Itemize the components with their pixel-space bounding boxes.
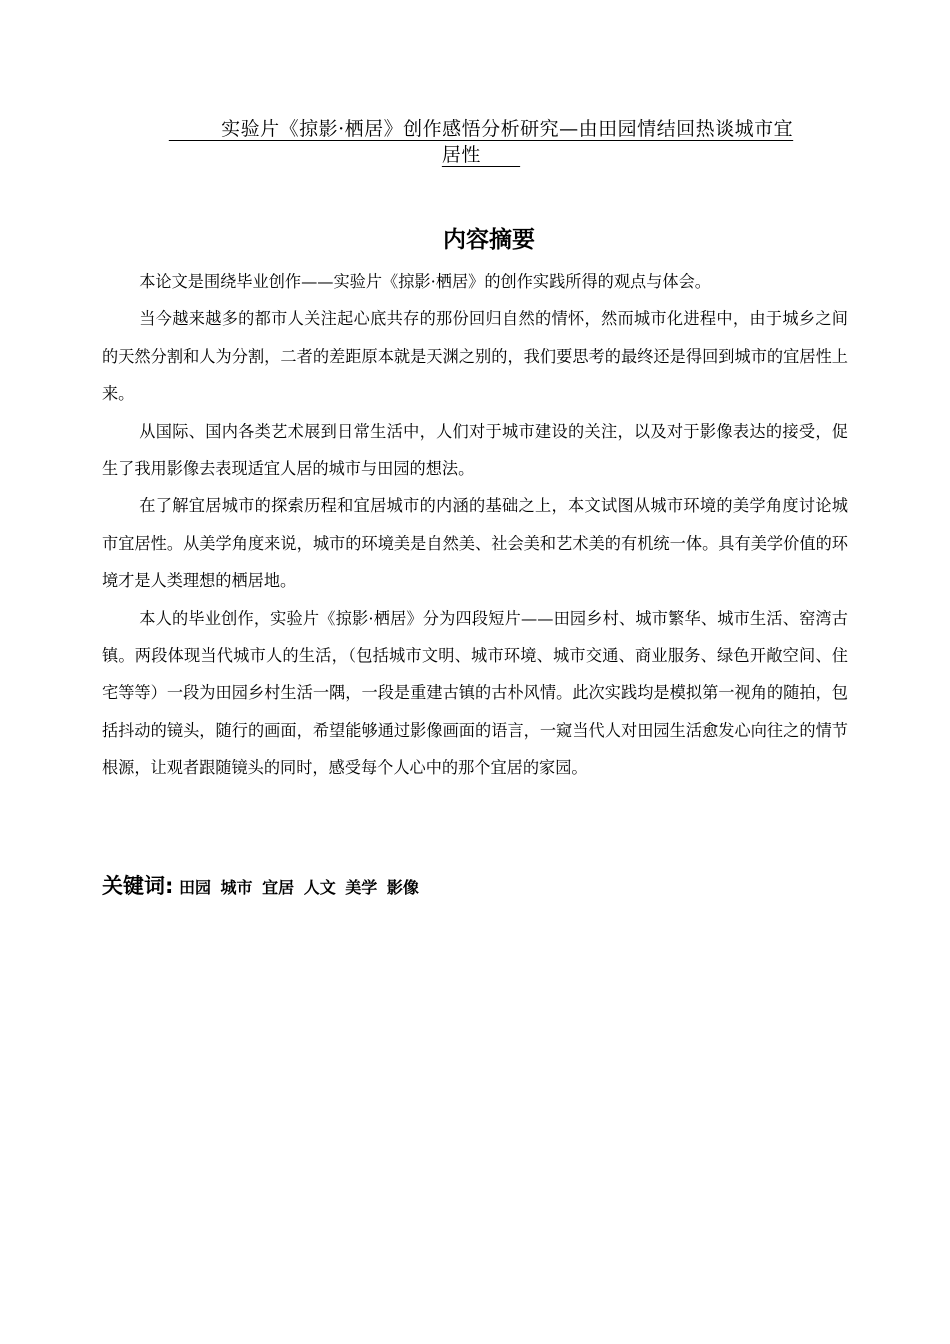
keywords — [102, 870, 419, 900]
abstract-heading: 内容摘要 — [443, 227, 535, 253]
abstract-paragraph: 本人的毕业创作，实验片《掠影·栖居》分为四段短片——田园乡村、城市繁华、城市生活、窑湾古镇。两段体现当代城市人的生活，（包括城市文明、城市环境、城市交通、商业服务、绿色开敞空间、住宅等等）一段为田园乡村生活一隅，一段是重建古镇的古朴风情。此次实践均是模拟第一视角的随拍，包括抖动的镜头，随行的画面，希望能够通过影像画面的语言，一窥当代人对田园生活愈发心向往之的情节根源，让观者跟随镜头的同时，感受每个人心中的那个宜居的家园。 — [102, 608, 848, 778]
keywords-label: 关键词: — [102, 874, 174, 898]
paper-title-line-2: 居性 — [441, 144, 521, 166]
abstract-paragraph: 当今越来越多的都市人关注起心底共存的那份回归自然的情怀，然而城市化进程中，由于城乡之间的天然分割和人为分割，二者的差距原本就是天渊之别的，我们要思考的最终还是得回到城市的宜居性上来。 — [102, 309, 848, 404]
keywords-list: 田园 城市 宜居 人文 美学 影像 — [178, 878, 419, 897]
abstract-paragraph: 从国际、国内各类艺术展到日常生活中，人们对于城市建设的关注，以及对于影像表达的接受，促生了我用影像去表现适宜人居的城市与田园的想法。 — [102, 421, 848, 479]
abstract-body — [102, 263, 848, 787]
paper-title — [120, 116, 842, 168]
abstract-paragraph: 本论文是围绕毕业创作——实验片《掠影·栖居》的创作实践所得的观点与体会。 — [139, 272, 711, 291]
abstract-paragraph: 在了解宜居城市的探索历程和宜居城市的内涵的基础之上，本文试图从城市环境的美学角度讨论城市宜居性。从美学角度来说，城市的环境美是自然美、社会美和艺术美的有机统一体。具有美学价值的环境才是人类理想的栖居地。 — [102, 496, 848, 591]
paper-title-line-1: 实验片《掠影·栖居》创作感悟分析研究—由田园情结回热谈城市宜 — [168, 118, 794, 140]
